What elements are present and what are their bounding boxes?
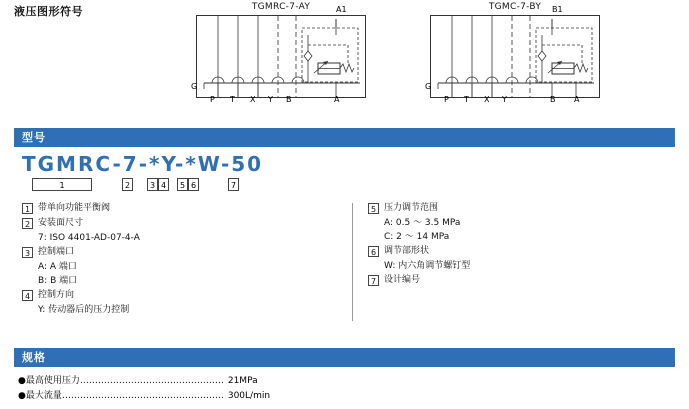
code-box-3: 3 — [147, 178, 158, 191]
legend-sub-2-1: 7: ISO 4401-AD-07-4-A — [38, 233, 140, 243]
symbols-heading: 液压图形符号 — [14, 5, 83, 18]
spec-leader-2: ……………………………………………… — [61, 391, 224, 401]
code-box-2: 2 — [122, 178, 133, 191]
hydraulic-symbol-diagram-1 — [191, 2, 366, 105]
spec-label-1: ●最高使用压力 — [18, 376, 80, 386]
diagram-2-port-left: G — [425, 82, 432, 91]
legend-right-column — [368, 202, 668, 289]
legend-title-4: 控制方向 — [38, 290, 75, 300]
diagram-2-port-y: Y — [502, 95, 507, 104]
diagram-2-port-a: A — [574, 95, 580, 104]
legend-title-6: 调节部形状 — [384, 246, 430, 256]
legend-num-1: 1 — [22, 203, 33, 214]
diagram-1-port-x: X — [250, 95, 256, 104]
legend-sub-3-1: A: A 端口 — [38, 262, 77, 272]
spec-row-1 — [18, 374, 418, 389]
legend-left-column — [22, 202, 322, 318]
legend-title-5: 压力调节范围 — [384, 203, 439, 213]
diagram-1-drawing — [196, 15, 366, 105]
spec-list — [18, 374, 418, 404]
legend-title-1: 带单向功能平衡阀 — [38, 203, 111, 213]
diagram-1-port-t: T — [230, 95, 235, 104]
legend-num-5: 5 — [368, 203, 379, 214]
section-bar-model: 型号 — [14, 128, 675, 147]
code-box-5: 5 — [177, 178, 188, 191]
spec-value-1: 21MPa — [227, 376, 258, 386]
code-box-4: 4 — [158, 178, 169, 191]
spec-value-2: 300L/min — [227, 391, 271, 401]
diagram-1-port-a: A — [334, 95, 340, 104]
diagram-2-port-t: T — [464, 95, 469, 104]
legend-num-4: 4 — [22, 290, 33, 301]
code-box-1: 1 — [32, 178, 92, 191]
diagram-1-caption: TGMRC-7-AY — [251, 2, 311, 12]
diagram-1-port-p: P — [210, 95, 215, 104]
legend-item-4 — [22, 289, 322, 317]
diagram-1-port-b: B — [286, 95, 292, 104]
legend-num-6: 6 — [368, 246, 379, 257]
legend-sub-4-1: Y: 传动器后的压力控制 — [38, 305, 130, 315]
diagram-1-port-left: G — [191, 82, 198, 91]
legend-title-3: 控制端口 — [38, 247, 75, 257]
diagram-1-port-top: A1 — [336, 5, 347, 14]
code-box-6: 6 — [188, 178, 199, 191]
diagram-2-drawing — [430, 15, 600, 105]
legend-divider — [352, 203, 353, 321]
legend-title-2: 安装面尺寸 — [38, 218, 84, 228]
diagram-1-port-y: Y — [268, 95, 273, 104]
model-code: TGMRC-7-*Y-*W-50 — [22, 152, 264, 176]
legend-item-7 — [368, 274, 668, 288]
spec-leader-1: ………………………………………… — [79, 376, 224, 386]
legend-item-1 — [22, 202, 322, 216]
legend-sub-5-1: A: 0.5 ～ 3.5 MPa — [384, 218, 461, 228]
diagram-2-caption: TGMC-7-BY — [488, 2, 542, 12]
code-box-7: 7 — [228, 178, 239, 191]
legend-title-7: 设计编号 — [384, 275, 421, 285]
spec-row-2 — [18, 389, 418, 404]
diagram-2-port-p: P — [444, 95, 449, 104]
legend-sub-3-2: B: B 端口 — [38, 276, 78, 286]
legend-num-3: 3 — [22, 247, 33, 258]
legend-item-5 — [368, 202, 668, 244]
legend-sub-5-2: C: 2 ～ 14 MPa — [384, 232, 450, 242]
spec-label-2: ●最大流量 — [18, 391, 62, 401]
legend-num-7: 7 — [368, 275, 379, 286]
legend-item-3 — [22, 246, 322, 288]
diagram-2-port-b: B — [550, 95, 556, 104]
diagram-2-port-top: B1 — [552, 5, 563, 14]
legend-item-2 — [22, 217, 322, 245]
hydraulic-symbol-diagram-2 — [425, 2, 600, 105]
legend-item-6 — [368, 245, 668, 273]
diagram-2-port-x: X — [484, 95, 490, 104]
section-bar-spec: 规格 — [14, 348, 675, 367]
legend-sub-6-1: W: 内六角调节螺钉型 — [384, 261, 471, 271]
legend-num-2: 2 — [22, 218, 33, 229]
